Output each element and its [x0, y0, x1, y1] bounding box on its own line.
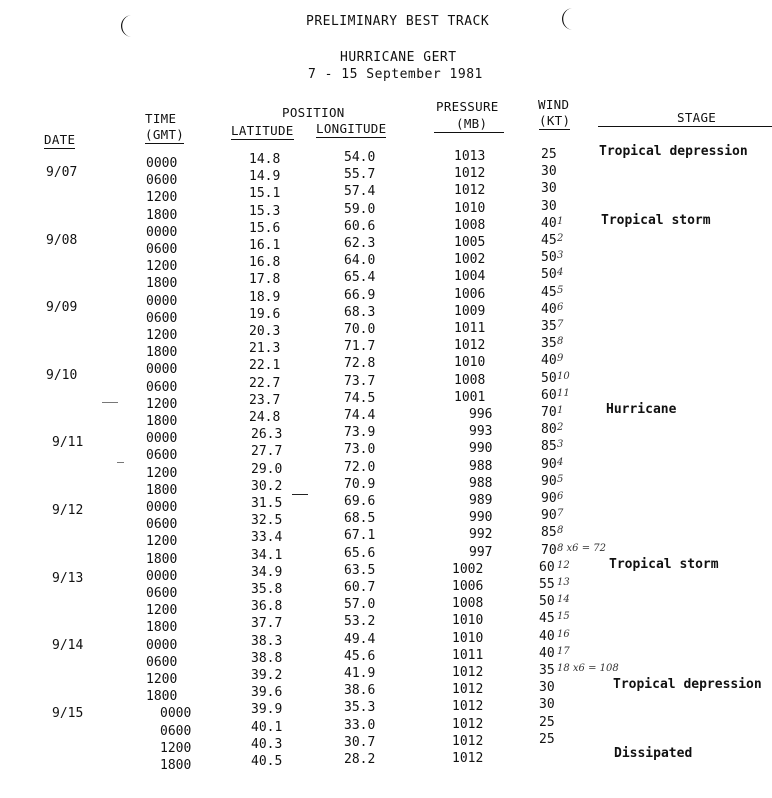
time-cell: 1200 — [146, 259, 178, 275]
time-cell: 0600 — [146, 310, 178, 326]
pressure-cell: 1010 — [454, 200, 486, 216]
date-label: 9/14 — [52, 638, 84, 654]
latitude-cell: 34.1 — [251, 547, 283, 563]
handwritten-note: 3 — [557, 250, 564, 262]
wind-cell: 90 — [541, 456, 557, 472]
handwritten-note: 4 — [557, 456, 564, 468]
pressure-cell: 1010 — [452, 630, 484, 646]
handwritten-note: 13 — [557, 577, 570, 588]
latitude-cell: 27.7 — [251, 444, 283, 460]
latitude-cell: 38.3 — [251, 633, 283, 649]
pressure-cell: 1012 — [454, 338, 486, 354]
pressure-cell: 1012 — [454, 166, 486, 182]
pressure-cell: 1008 — [454, 217, 486, 233]
wind-cell: 90 — [541, 508, 557, 524]
col-header-wind: WIND — [538, 97, 570, 112]
pressure-cell: 996 — [469, 407, 493, 422]
pressure-cell: 1012 — [452, 699, 484, 715]
longitude-cell: 53.2 — [344, 614, 376, 630]
longitude-cell: 65.4 — [344, 270, 376, 286]
pressure-cell: 1012 — [452, 716, 484, 732]
handwritten-note: 1 — [557, 215, 564, 227]
longitude-cell: 68.3 — [344, 304, 376, 320]
time-cell: 1800 — [146, 689, 178, 705]
col-header-date: DATE — [44, 132, 76, 147]
latitude-cell: 22.1 — [249, 358, 281, 374]
wind-cell: 30 — [541, 181, 557, 197]
date-label: 9/08 — [46, 232, 78, 248]
col-header-latitude: LATITUDE — [231, 123, 294, 138]
longitude-cell: 72.0 — [344, 459, 376, 475]
longitude-cell: 71.7 — [344, 339, 376, 355]
pressure-cell: 1010 — [454, 355, 486, 371]
time-cell: 1200 — [146, 396, 178, 412]
pressure-cell: 1012 — [452, 665, 484, 680]
longitude-cell: 68.5 — [344, 511, 376, 527]
time-cell: 0600 — [146, 517, 178, 533]
wind-cell: 35 — [539, 663, 555, 678]
handwritten-note: 8 x6 = 72 — [557, 542, 607, 554]
pressure-cell: 989 — [469, 493, 493, 508]
longitude-cell: 63.5 — [344, 562, 376, 578]
col-header-pressure: PRESSURE — [436, 99, 499, 114]
time-cell: 0000 — [146, 224, 178, 240]
time-cell: 0600 — [146, 173, 178, 189]
longitude-cell: 74.4 — [344, 408, 376, 423]
longitude-cell: 59.0 — [344, 201, 376, 217]
date-label: 9/12 — [52, 503, 84, 518]
latitude-cell: 39.9 — [251, 702, 283, 718]
pressure-cell: 1004 — [454, 269, 486, 285]
latitude-cell: 15.1 — [249, 186, 281, 202]
wind-cell: 30 — [539, 697, 555, 713]
time-cell: 1800 — [146, 551, 178, 567]
wind-cell: 30 — [541, 164, 557, 180]
pressure-cell: 1011 — [452, 647, 484, 663]
latitude-cell: 40.5 — [251, 754, 283, 769]
time-cell: 1800 — [146, 276, 178, 292]
time-cell: 1800 — [160, 758, 192, 773]
handwritten-note: 2 — [557, 233, 564, 244]
time-cell: 0000 — [146, 568, 178, 584]
wind-cell: 60 — [541, 387, 557, 403]
wind-cell: 85 — [541, 439, 557, 455]
wind-cell: 30 — [541, 198, 557, 214]
date-range: 7 - 15 September 1981 — [308, 67, 483, 82]
latitude-cell: 32.5 — [251, 513, 283, 529]
document-title: PRELIMINARY BEST TRACK — [306, 14, 490, 29]
latitude-cell: 17.8 — [249, 272, 281, 288]
col-header-kt: (KT) — [539, 113, 571, 128]
latitude-cell: 21.3 — [249, 341, 281, 357]
latitude-cell: 19.6 — [249, 306, 281, 322]
handwritten-note: 4 — [557, 267, 564, 279]
pressure-cell: 988 — [469, 458, 493, 474]
longitude-cell: 73.7 — [344, 373, 376, 389]
latitude-cell: 40.3 — [251, 736, 283, 752]
stage-label: Dissipated — [614, 746, 693, 761]
wind-cell: 45 — [541, 284, 557, 300]
wind-cell: 40 — [541, 353, 557, 369]
longitude-cell: 49.4 — [344, 631, 376, 647]
time-cell: 0600 — [146, 586, 178, 601]
time-cell: 1800 — [146, 345, 178, 361]
scan-mark — [102, 402, 118, 403]
col-header-time: TIME — [145, 111, 177, 126]
handwritten-note: 5 — [557, 284, 564, 296]
pressure-cell: 1012 — [454, 183, 486, 199]
latitude-cell: 26.3 — [251, 427, 283, 443]
wind-cell: 50 — [539, 594, 555, 610]
longitude-cell: 70.0 — [344, 322, 376, 337]
col-header-longitude: LONGITUDE — [316, 121, 387, 136]
longitude-cell: 30.7 — [344, 734, 376, 750]
handwritten-note: 10 — [557, 370, 570, 382]
wind-cell: 45 — [539, 611, 555, 627]
date-label: 9/07 — [46, 165, 78, 180]
time-cell: 0000 — [146, 362, 178, 378]
wind-cell: 40 — [539, 645, 555, 661]
stage-label: Tropical depression — [599, 144, 748, 159]
longitude-cell: 38.6 — [344, 683, 376, 699]
handwritten-note: 11 — [557, 387, 570, 399]
longitude-cell: 73.9 — [344, 425, 376, 441]
wind-cell: 50 — [541, 250, 557, 266]
longitude-cell: 33.0 — [344, 717, 376, 733]
latitude-cell: 38.8 — [251, 650, 283, 666]
latitude-cell: 18.9 — [249, 289, 281, 305]
longitude-cell: 62.3 — [344, 236, 376, 251]
pressure-cell: 990 — [469, 441, 493, 457]
time-cell: 0000 — [146, 637, 178, 653]
pressure-cell: 993 — [469, 424, 493, 440]
wind-cell: 90 — [541, 473, 557, 489]
pressure-underline — [434, 132, 504, 133]
time-cell: 1200 — [146, 465, 178, 481]
pressure-cell: 1006 — [452, 579, 484, 594]
time-cell: 1800 — [146, 620, 178, 636]
latitude-cell: 24.8 — [249, 410, 281, 425]
stage-label: Tropical storm — [609, 556, 719, 572]
time-cell: 1200 — [146, 328, 178, 343]
pressure-cell: 1012 — [452, 733, 484, 749]
longitude-cell: 60.7 — [344, 580, 376, 595]
col-header-stage: STAGE — [677, 110, 717, 125]
latitude-cell: 31.5 — [251, 496, 283, 511]
storm-name: HURRICANE GERT — [340, 50, 457, 65]
time-cell: 1800 — [146, 207, 178, 223]
latitude-cell: 15.6 — [249, 220, 281, 236]
scan-mark — [292, 494, 308, 495]
col-header-position: POSITION — [282, 105, 345, 120]
pressure-cell: 1013 — [454, 149, 486, 164]
pressure-cell: 992 — [469, 527, 493, 543]
handwritten-note: 18 x6 = 108 — [557, 663, 619, 674]
handwritten-note: 1 — [557, 405, 564, 416]
handwritten-note: 17 — [557, 645, 570, 657]
handwritten-note: 2 — [557, 422, 564, 434]
longitude-cell: 45.6 — [344, 648, 376, 664]
handwritten-note: 14 — [557, 594, 570, 606]
latitude-cell: 35.8 — [251, 582, 283, 597]
latitude-cell: 33.4 — [251, 530, 283, 546]
wind-cell: 35 — [541, 319, 557, 334]
wind-cell: 85 — [541, 525, 557, 541]
time-cell: 0600 — [146, 379, 178, 395]
pressure-cell: 1012 — [452, 751, 484, 766]
latitude-cell: 34.9 — [251, 564, 283, 580]
time-cell: 1800 — [146, 414, 178, 429]
wind-cell: 40 — [539, 628, 555, 644]
pressure-cell: 1009 — [454, 303, 486, 319]
pressure-cell: 1006 — [454, 286, 486, 302]
longitude-cell: 28.2 — [344, 752, 376, 767]
longitude-cell: 60.6 — [344, 218, 376, 234]
handwritten-note: 5 — [557, 473, 564, 485]
wind-cell: 25 — [541, 147, 557, 162]
latitude-cell: 40.1 — [251, 719, 283, 735]
pressure-cell: 1012 — [452, 682, 484, 698]
binder-clip-left — [114, 12, 136, 44]
stage-label: Tropical storm — [601, 212, 711, 228]
longitude-cell: 57.4 — [344, 184, 376, 200]
latitude-cell: 29.0 — [251, 461, 283, 477]
time-cell: 0600 — [146, 448, 178, 464]
handwritten-note: 6 — [557, 301, 564, 313]
wind-cell: 35 — [541, 336, 557, 352]
pressure-cell: 1002 — [452, 561, 484, 577]
time-cell: 0000 — [146, 500, 178, 515]
longitude-cell: 55.7 — [344, 167, 376, 183]
latitude-cell: 39.6 — [251, 685, 283, 701]
stage-label: Tropical depression — [613, 677, 762, 693]
wind-cell: 50 — [541, 267, 557, 283]
wind-cell: 70 — [541, 405, 557, 420]
longitude-cell: 35.3 — [344, 700, 376, 716]
time-cell: 0000 — [146, 431, 178, 447]
time-cell: 1200 — [146, 603, 178, 619]
time-cell: 0600 — [160, 723, 192, 739]
handwritten-note: 3 — [557, 439, 564, 451]
longitude-cell: 70.9 — [344, 476, 376, 492]
latitude-cell: 15.3 — [249, 203, 281, 219]
longitude-cell: 67.1 — [344, 528, 376, 544]
longitude-cell: 57.0 — [344, 597, 376, 613]
pressure-cell: 1008 — [454, 372, 486, 388]
handwritten-note: 16 — [557, 628, 570, 640]
latitude-cell: 36.8 — [251, 599, 283, 615]
longitude-cell: 54.0 — [344, 150, 376, 165]
wind-cell: 40 — [541, 301, 557, 317]
wind-cell: 55 — [539, 577, 555, 592]
time-cell: 1200 — [160, 740, 192, 756]
wind-cell: 50 — [541, 370, 557, 386]
time-cell: 0600 — [146, 654, 178, 670]
time-cell: 0000 — [160, 706, 192, 722]
handwritten-note: 9 — [557, 353, 564, 365]
date-label: 9/15 — [52, 705, 84, 721]
wind-cell: 70 — [541, 542, 557, 558]
latitude-cell: 39.2 — [251, 668, 283, 683]
handwritten-note: 8 — [557, 336, 564, 348]
date-label: 9/11 — [52, 435, 84, 451]
time-cell: 1200 — [146, 190, 178, 206]
wind-cell: 30 — [539, 680, 555, 696]
latitude-cell: 14.9 — [249, 169, 281, 185]
time-cell: 1800 — [146, 482, 178, 498]
latitude-cell: 20.3 — [249, 324, 281, 339]
handwritten-note: 7 — [557, 319, 564, 330]
latitude-cell: 16.8 — [249, 255, 281, 271]
pressure-cell: 1005 — [454, 235, 486, 250]
handwritten-note: 8 — [557, 525, 564, 537]
pressure-cell: 1002 — [454, 252, 486, 268]
stage-label: Hurricane — [606, 402, 677, 417]
pressure-cell: 990 — [469, 510, 493, 526]
col-header-mb: (MB) — [456, 116, 488, 131]
pressure-cell: 997 — [469, 544, 493, 560]
latitude-cell: 14.8 — [249, 152, 281, 167]
longitude-cell: 41.9 — [344, 666, 376, 681]
time-cell: 1200 — [146, 672, 178, 687]
wind-cell: 25 — [539, 731, 555, 747]
binder-clip-right — [555, 5, 577, 37]
pressure-cell: 1010 — [452, 613, 484, 629]
wind-cell: 25 — [539, 714, 555, 730]
date-label: 9/09 — [46, 300, 78, 316]
pressure-cell: 1011 — [454, 321, 486, 336]
handwritten-note: 7 — [557, 508, 564, 520]
handwritten-note: 6 — [557, 491, 564, 502]
date-label: 9/10 — [46, 367, 78, 383]
pressure-cell: 1008 — [452, 596, 484, 612]
wind-cell: 80 — [541, 422, 557, 438]
time-cell: 1200 — [146, 534, 178, 550]
scan-mark — [117, 462, 124, 463]
longitude-cell: 72.8 — [344, 356, 376, 372]
handwritten-note: 15 — [557, 611, 570, 623]
time-cell: 0000 — [146, 156, 178, 171]
longitude-cell: 69.6 — [344, 494, 376, 509]
latitude-cell: 23.7 — [249, 392, 281, 408]
pressure-cell: 988 — [469, 475, 493, 491]
longitude-cell: 74.5 — [344, 390, 376, 406]
wind-cell: 60 — [539, 559, 555, 575]
wind-cell: 90 — [541, 491, 557, 506]
col-header-gmt: (GMT) — [145, 127, 185, 142]
wind-cell: 40 — [541, 215, 557, 231]
latitude-cell: 30.2 — [251, 478, 283, 494]
time-cell: 0000 — [146, 293, 178, 309]
wind-cell: 45 — [541, 233, 557, 248]
latitude-cell: 22.7 — [249, 375, 281, 391]
longitude-cell: 66.9 — [344, 287, 376, 303]
longitude-cell: 73.0 — [344, 442, 376, 458]
latitude-cell: 37.7 — [251, 616, 283, 632]
latitude-cell: 16.1 — [249, 238, 281, 253]
longitude-cell: 64.0 — [344, 253, 376, 269]
date-label: 9/13 — [52, 570, 84, 586]
time-cell: 0600 — [146, 242, 178, 257]
pressure-cell: 1001 — [454, 389, 486, 405]
handwritten-note: 12 — [557, 559, 570, 571]
longitude-cell: 65.6 — [344, 545, 376, 561]
stage-underline — [598, 126, 772, 127]
